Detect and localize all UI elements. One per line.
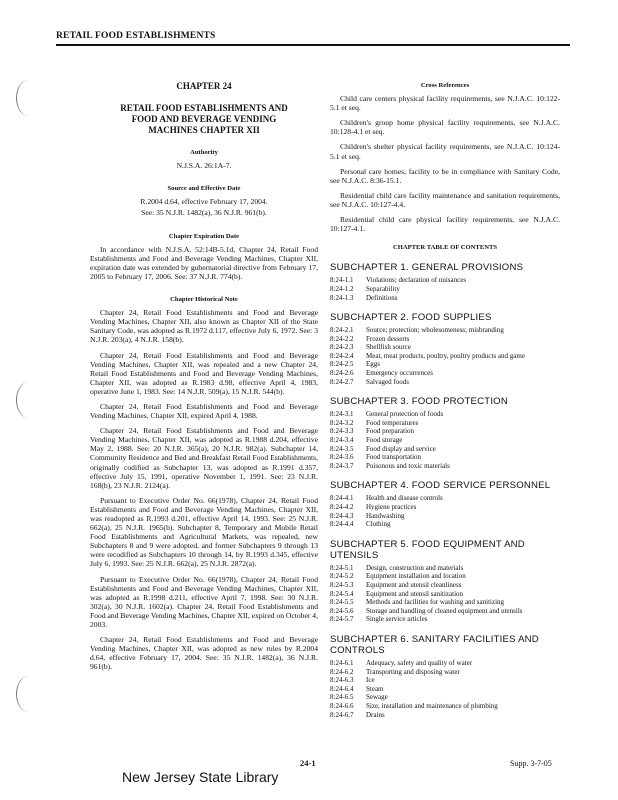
library-stamp: New Jersey State Library xyxy=(122,769,279,785)
subchapter-heading: SUBCHAPTER 4. FOOD SERVICE PERSONNEL xyxy=(330,480,551,492)
section-number: 8:24-6.1 xyxy=(330,658,354,667)
history-paragraph: Chapter 24, Retail Food Establishments and Food and Beverage Vending Machines, Chapter XII, was adopted as new rules by R.2004 d.64, effective February 17, 2004. See: 35 N.J.R. 1482(a), 36 N.J.R. 961(b). xyxy=(90,635,318,672)
section-title: Equipment and utensil cleanliness xyxy=(366,580,462,589)
section-title: Drains xyxy=(366,710,385,719)
chapter-title-line: FOOD AND BEVERAGE VENDING xyxy=(131,114,277,125)
section-number: 8:24-2.5 xyxy=(330,360,354,369)
section-title: Design, construction and materials xyxy=(366,563,464,572)
section-number: 8:24-5.4 xyxy=(330,589,354,598)
toc-entry xyxy=(330,520,560,529)
toc-entry xyxy=(330,343,560,352)
section-number: 8:24-2.3 xyxy=(330,343,354,352)
subchapter-heading: SUBCHAPTER 1. GENERAL PROVISIONS xyxy=(330,262,524,274)
section-number: 8:24-2.1 xyxy=(330,326,354,335)
chapter-title-line: RETAIL FOOD ESTABLISHMENTS AND xyxy=(120,103,288,114)
section-number: 8:24-2.4 xyxy=(330,351,354,360)
section-number: 8:24-4.2 xyxy=(330,503,354,511)
section-number: 8:24-6.4 xyxy=(330,684,354,693)
section-number: 8:24-6.5 xyxy=(330,693,354,702)
section-number: 8:24-6.2 xyxy=(330,667,354,676)
toc-entry xyxy=(330,564,560,573)
section-title: Shellfish source xyxy=(366,343,411,352)
expiration-text: In accordance with N.J.S.A. 52:14B-5.1d, Chapter 24, Retail Food Establishments and Food and Beverage Vending Machines, Chapter XII, expiration date was extended by gubernatorial directive from February 17, 2005 to February 17, 2006. See: 37 N.J.R. 774(b). xyxy=(90,244,318,281)
toc-entry xyxy=(330,427,560,436)
toc-entry xyxy=(330,436,560,445)
cross-reference-item: Residential child care physical facility requirements, see N.J.A.C. 10:127-4.1. xyxy=(330,215,560,234)
section-title: Storage and handling of cleaned equipment and utensils xyxy=(366,606,523,615)
section-title: Meat, meat products, poultry, poultry products and game xyxy=(366,351,525,360)
section-number: 8:24-3.2 xyxy=(330,418,354,427)
authority-text: N.J.S.A. 26:1A-7. xyxy=(176,161,232,171)
toc-entry xyxy=(330,685,560,694)
section-title: Definitions xyxy=(366,293,398,302)
punch-hole-mark xyxy=(16,382,41,418)
section-title: Food display and service xyxy=(366,444,436,453)
section-title: Food storage xyxy=(366,436,403,445)
section-title: Steam xyxy=(366,684,384,693)
supplement-date: Supp. 3-7-05 xyxy=(510,759,552,768)
chapter-title-line: MACHINES CHAPTER XII xyxy=(148,125,260,136)
section-title: Ice xyxy=(366,676,375,685)
toc-entry xyxy=(330,702,560,711)
subchapter-heading: SUBCHAPTER 3. FOOD PROTECTION xyxy=(330,396,508,408)
toc-entry xyxy=(330,276,560,285)
section-number: 8:24-2.2 xyxy=(330,334,354,343)
cross-reference-item: Residential child care facility maintenance and sanitation requirements, see N.J.A.C. 10:127-4.4. xyxy=(330,190,560,209)
section-number: 8:24-6.3 xyxy=(330,676,354,685)
history-paragraph: Chapter 24, Retail Food Establishments and Food and Beverage Vending Machines, Chapter XII, was adopted as R.1988 d.204, effective May 2, 1988. See: 20 N.J.R. 365(a), 20 N.J.R. 982(a). Subchapter 14, Community Residence and Bed and Breakfast Retail Food Establishments, originally codified as Subchapter 13, was adopted as R.1991 d.357, effective July 15, 1991, operative November 1, 1991. See: 23 N.J.R. 168(b), 23 N.J.R. 2124(a). xyxy=(90,426,318,490)
toc-entry xyxy=(330,512,560,521)
source-line: R.2004 d.64, effective February 17, 2004. xyxy=(140,197,268,207)
punch-hole-mark xyxy=(16,80,41,116)
toc-entry xyxy=(330,419,560,428)
authority-heading: Authority xyxy=(190,149,218,157)
source-line: See: 35 N.J.R. 1482(a), 36 N.J.R. 961(b). xyxy=(141,208,267,218)
section-title: Source; protection; wholesomeness; misbranding xyxy=(366,326,504,335)
section-title: Sewage xyxy=(366,693,388,702)
section-title: Single service articles xyxy=(366,615,428,624)
section-number: 8:24-3.1 xyxy=(330,410,354,419)
section-number: 8:24-3.3 xyxy=(330,427,354,436)
section-title: Health and disease controls xyxy=(366,494,443,503)
section-number: 8:24-3.6 xyxy=(330,453,354,462)
section-number: 8:24-6.6 xyxy=(330,701,354,710)
section-title: Equipment and utensil sanitization xyxy=(366,589,464,598)
cross-reference-item: Children's group home physical facility requirements, see N.J.A.C. 10:128-4.1 et seq. xyxy=(330,118,560,137)
chapter-title xyxy=(90,103,318,136)
section-number: 8:24-5.1 xyxy=(330,563,354,572)
toc-entry xyxy=(330,615,560,624)
section-number: 8:24-4.1 xyxy=(330,494,354,503)
section-title: Transporting and disposing water xyxy=(366,667,460,676)
section-number: 8:24-1.3 xyxy=(330,293,354,302)
history-paragraph: Pursuant to Executive Order No. 66(1978), Chapter 24, Retail Food Establishments and Food and Beverage Vending Machines, Chapter XII, was adopted as R.1998 d.211, effective April 7, 1998. See: 30 N.J.R. 302(a), 30 N.J.R. 1602(a). Chapter 24, Retail Food Establishments and Food and Beverage Vending Machines, Chapter XII, expired on October 4, 2003. xyxy=(90,574,318,630)
chapter-number: CHAPTER 24 xyxy=(176,81,232,91)
section-number: 8:24-4.3 xyxy=(330,511,354,520)
page-number: 24-1 xyxy=(300,758,316,768)
section-number: 8:24-5.7 xyxy=(330,615,354,624)
cross-reference-item: Child care centers physical facility requirements, see N.J.A.C. 10:122-5.1 et seq. xyxy=(330,94,560,113)
toc-entry xyxy=(330,410,560,419)
section-title: Separability xyxy=(366,284,400,293)
toc-entry xyxy=(330,285,560,294)
section-number: 8:24-5.3 xyxy=(330,580,354,589)
toc-entry xyxy=(330,445,560,454)
expiration-heading: Chapter Expiration Date xyxy=(168,232,240,240)
subchapter-heading: SUBCHAPTER 6. SANITARY FACILITIES AND CONTROLS xyxy=(330,633,539,656)
source-heading: Source and Effective Date xyxy=(167,185,241,193)
section-title: Poisonous and toxic materials xyxy=(366,461,450,470)
toc-entry xyxy=(330,693,560,702)
section-title: Food temperatures xyxy=(366,418,419,427)
history-paragraph: Chapter 24, Retail Food Establishments and Food and Beverage Vending Machines, Chapter XII, also known as Chapter XII of the State Sanitary Code, was adopted as R.1972 d.117, effective July 6, 1972. See: 3 N.J.R. 203(a), 4 N.J.R. 158(b). xyxy=(90,308,318,345)
section-number: 8:24-2.6 xyxy=(330,369,354,378)
section-title: Methods and facilities for washing and sanitizing xyxy=(366,598,505,607)
section-title: Clothing xyxy=(366,520,391,529)
toc-entry xyxy=(330,326,560,335)
subchapter-heading: SUBCHAPTER 2. FOOD SUPPLIES xyxy=(330,312,492,324)
section-number: 8:24-4.4 xyxy=(330,520,354,529)
section-number: 8:24-5.5 xyxy=(330,598,354,607)
toc-entry xyxy=(330,503,560,512)
section-title: Salvaged foods xyxy=(366,377,409,386)
toc-entry xyxy=(330,494,560,503)
section-number: 8:24-1.2 xyxy=(330,284,354,293)
toc-entry xyxy=(330,598,560,607)
toc-entry xyxy=(330,335,560,344)
section-number: 8:24-5.6 xyxy=(330,606,354,615)
toc-entry xyxy=(330,352,560,361)
section-title: General protection of foods xyxy=(366,410,444,419)
section-number: 8:24-6.7 xyxy=(330,710,354,719)
toc-entry xyxy=(330,294,560,303)
section-number: 8:24-5.2 xyxy=(330,572,354,581)
section-title: Eggs xyxy=(366,360,380,369)
section-title: Frozen desserts xyxy=(366,334,410,343)
section-title: Food transportation xyxy=(366,453,422,462)
toc-entry xyxy=(330,360,560,369)
section-title: Adequacy, safety and quality of water xyxy=(366,658,473,667)
section-number: 8:24-1.1 xyxy=(330,276,354,285)
subchapter-heading: SUBCHAPTER 5. FOOD EQUIPMENT AND UTENSILS xyxy=(330,538,525,561)
table-of-contents xyxy=(330,262,560,719)
toc-entry xyxy=(330,607,560,616)
cross-references xyxy=(330,94,560,233)
history-paragraph: Chapter 24, Retail Food Establishments and Food and Beverage Vending Machines, Chapter XII, expired April 4, 1988. xyxy=(90,401,318,421)
toc-entry xyxy=(330,581,560,590)
section-number: 8:24-3.7 xyxy=(330,461,354,470)
section-title: Size, installation and maintenance of plumbing xyxy=(366,701,498,710)
toc-entry xyxy=(330,453,560,462)
running-title: RETAIL FOOD ESTABLISHMENTS xyxy=(56,31,216,41)
toc-entry xyxy=(330,668,560,677)
history-paragraph: Chapter 24, Retail Food Establishments and Food and Beverage Vending Machines, Chapter XII, was repealed and a new Chapter 24, Retail Food Establishments and Food and Beverage Vending Machines, Chapter XII, was adopted as R.1983 d.98, effective April 4, 1983, operative June 1, 1983. See: 14 N.J.R. 509(a), 15 N.J.R. 544(b). xyxy=(90,350,318,396)
toc-entry xyxy=(330,378,560,387)
cross-reference-item: Personal care homes, facility to be in compliance with Sanitary Code, see N.J.A.C. 8:36-15.1. xyxy=(330,166,560,185)
toc-entry xyxy=(330,676,560,685)
section-title: Hygiene practices xyxy=(366,503,417,511)
toc-entry xyxy=(330,590,560,599)
toc-entry xyxy=(330,462,560,471)
punch-hole-mark xyxy=(16,676,41,712)
section-title: Food preparation xyxy=(366,427,415,436)
history-heading: Chapter Historical Note xyxy=(170,296,238,304)
header-rule xyxy=(56,44,570,46)
left-column xyxy=(90,74,318,678)
section-title: Emergency occurrences xyxy=(366,369,433,378)
toc-entry xyxy=(330,711,560,720)
section-title: Violations; declaration of nuisances xyxy=(366,276,467,285)
cross-reference-item: Children's shelter physical facility requirements, see N.J.A.C. 10:124-5.1 et seq. xyxy=(330,142,560,161)
section-number: 8:24-3.4 xyxy=(330,436,354,445)
history-paragraph: Pursuant to Executive Order No. 66(1978), Chapter 24, Retail Food Establishments and Food and Beverage Vending Machines, Chapter XII, was readopted as R.1993 d.201, effective April 14, 1993. See: 25 N.J.R. 662(a), 25 N.J.R. 1965(b). Subchapter 8, Temporary and Mobile Retail Food Establishments and Agricultural Markets, was repealed, new Subchapters 8 and 9 were adopted, and former Subchapters 9 through 13 were recodified as Subchapters 10 through 14, by R.1993 d.345, effective July 6, 1993. See: 25 N.J.R. 662(a), 25 N.J.R. 2872(a). xyxy=(90,495,318,569)
section-number: 8:24-2.7 xyxy=(330,377,354,386)
section-number: 8:24-3.5 xyxy=(330,444,354,453)
section-title: Equipment installation and location xyxy=(366,572,466,581)
toc-entry xyxy=(330,659,560,668)
right-column xyxy=(330,74,560,719)
toc-entry xyxy=(330,572,560,581)
toc-heading: CHAPTER TABLE OF CONTENTS xyxy=(392,244,498,252)
cross-references-heading: Cross References xyxy=(420,82,470,89)
section-title: Handwashing xyxy=(366,511,405,520)
toc-entry xyxy=(330,369,560,378)
